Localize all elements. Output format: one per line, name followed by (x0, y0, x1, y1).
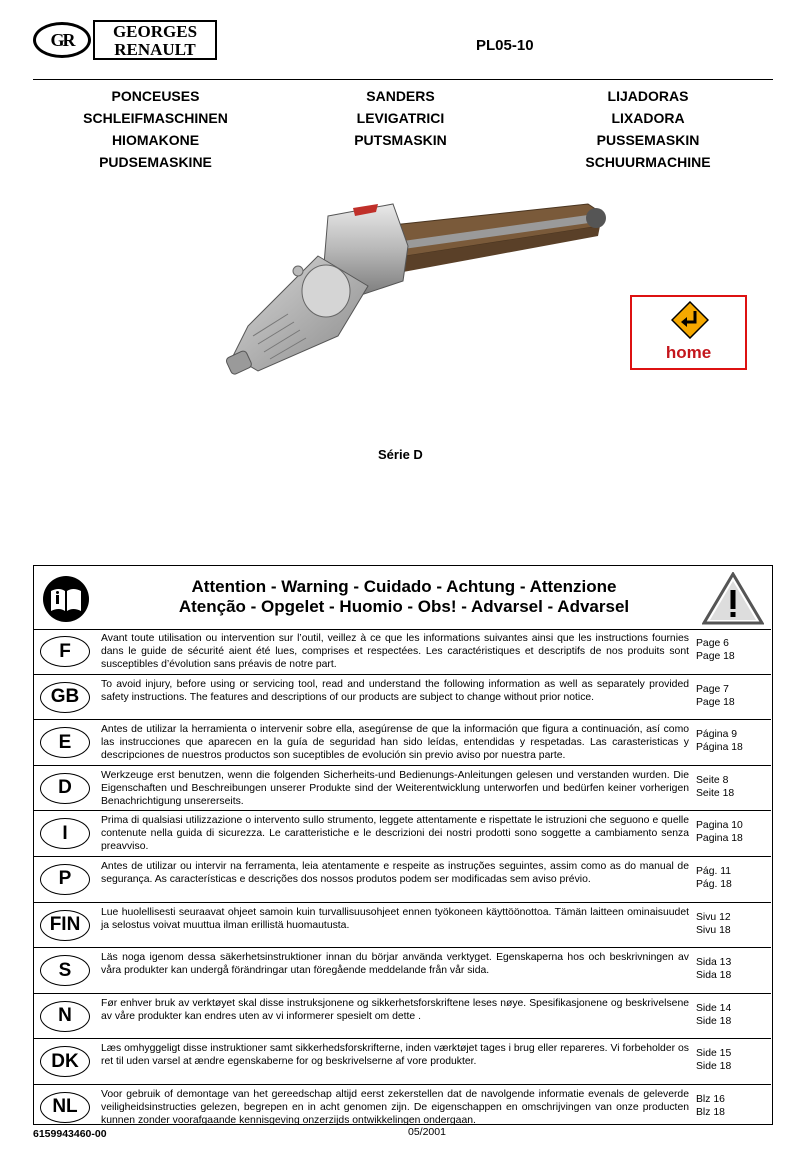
language-row-gb (34, 675, 771, 721)
title-empty (278, 154, 523, 171)
page-ref-safety: Página 18 (696, 742, 743, 754)
manual-book-icon (42, 575, 90, 623)
title-it: LEVIGATRICI (356, 110, 445, 126)
page-references (696, 819, 766, 845)
page-ref-main: Blz 16 (696, 1093, 725, 1105)
language-instructions: Før enhver bruk av verktøyet skal disse instruksjonene og sikkerhetsforskriftene leses nøye. Spesifikasjonene og beskrivelsene av våre produkter kan endres uten av vi informerer spesielt om dette . (101, 997, 689, 1022)
page-ref-main: Pág. 11 (696, 865, 732, 877)
series-label: Série D (378, 447, 423, 462)
language-instructions: Lue huolellisesti seuraavat ohjeet samoin kuin turvallisuusohjeet ennen työkoneen käyttöönottoa. Tämän laitteen ominaisuudet ja selostus voivat muuttua ilman erillistä huomautusta. (101, 906, 689, 931)
logo-line-1: GEORGES (112, 22, 198, 41)
home-link[interactable] (630, 295, 747, 370)
language-code-badge: P (40, 864, 90, 895)
document-reference: 6159943460-00 (33, 1128, 107, 1140)
page-ref-main: Page 7 (696, 683, 729, 695)
page-ref-safety: Pág. 18 (696, 878, 732, 890)
language-code-badge: FIN (40, 910, 90, 941)
language-row-dk (34, 1039, 771, 1085)
language-code-badge: NL (40, 1092, 90, 1123)
page-ref-main: Seite 8 (696, 774, 729, 786)
language-row-f (34, 629, 771, 675)
page-ref-main: Sida 13 (696, 957, 732, 969)
page-references (696, 1047, 766, 1073)
page-ref-safety: Side 18 (696, 1015, 732, 1027)
language-instructions: Avant toute utilisation ou intervention sur l’outil, veillez à ce que les informations suivantes ainsi que les instructions fournies dans le guide de sécurité aient été lues, comprises et respectées. Les caractéristiques et descriptifs de nos produits sont susceptibles d’évolution sans préavis de notre part. (101, 633, 689, 670)
page-ref-safety: Page 18 (696, 651, 735, 662)
language-code-badge: N (40, 1001, 90, 1032)
title-en: SANDERS (366, 88, 435, 104)
language-row-i (34, 811, 771, 857)
language-code-badge: F (40, 636, 90, 667)
language-row-p (34, 857, 771, 903)
logo-line-2: RENAULT (114, 40, 196, 59)
page-references (696, 1093, 766, 1119)
language-instructions: Voor gebruik of demontage van het gereedschap altijd eerst zekerstellen dat de navolgende informatie evenals de geleverde veiligheidsinstructies gelezen, begrepen en in acht genomen zijn. De eigenschappen en omschrijvingen van onze producten kunnen zonder voorafgaande kennisgeving onzerzijds ontwikkelingen ondergaan. (101, 1088, 689, 1126)
language-row-n (34, 994, 771, 1040)
model-number: PL05-10 (476, 37, 534, 54)
title-es: LIJADORAS (607, 88, 689, 104)
page-ref-main: Sivu 12 (696, 911, 731, 923)
header-divider (33, 79, 773, 80)
language-instructions: Antes de utilizar ou intervir na ferramenta, leia atentamente e respeite as instruções seguintes, assim como as do manual de segurança. As características e descrições dos nossos produtos podem ser modificadas sem aviso prévio. (101, 860, 689, 885)
page-references (696, 1002, 766, 1028)
page-references (696, 865, 766, 891)
language-code-badge: I (40, 818, 90, 849)
language-row-fin (34, 903, 771, 949)
page-references (696, 637, 766, 663)
product-titles (33, 88, 773, 171)
page-ref-main: Side 14 (696, 1002, 732, 1014)
language-row-d (34, 766, 771, 812)
language-code-badge: DK (40, 1046, 90, 1077)
language-row-nl (34, 1085, 771, 1131)
warning-title-line1: Attention - Warning - Cuidado - Achtung - Attenzione (191, 577, 617, 596)
warning-header (34, 566, 771, 630)
page-ref-safety: Page 18 (696, 696, 735, 708)
title-dk: PUDSEMASKINE (99, 154, 212, 170)
page-ref-safety: Side 18 (696, 1061, 732, 1073)
language-row-e (34, 720, 771, 766)
language-instructions: Läs noga igenom dessa säkerhetsinstruktioner innan du börjar använda verktyget. Egenskaperna hos och beskrivningen av våra produkter kan undergå förändringar utan föregående meddelande från vår sida. (101, 952, 689, 977)
language-rows (34, 629, 771, 1131)
page-ref-safety: Sivu 18 (696, 924, 731, 936)
title-fi: HIOMAKONE (111, 132, 200, 148)
page-ref-main: Page 6 (696, 638, 729, 649)
logo-monogram: GR (33, 22, 91, 58)
belt-sander-image (218, 186, 608, 381)
logo-wordmark (93, 20, 217, 60)
page-ref-safety: Blz 18 (696, 1106, 725, 1118)
language-code-badge: S (40, 955, 90, 986)
title-fr: PONCEUSES (111, 88, 200, 104)
page-ref-main: Página 9 (696, 729, 738, 741)
home-label: home (665, 343, 712, 362)
page-references (696, 774, 766, 800)
language-code-badge: D (40, 773, 90, 804)
language-row-s (34, 948, 771, 994)
page-references (696, 956, 766, 982)
language-instructions: Antes de utilizar la herramienta o intervenir sobre ella, asegúrense de que la información que figura a continuación, así como las instrucciones que aparecen en la guía de seguridad han sido leídas, entendidas y respetadas. Las carasteristicas y descripciones de nuestros productos son suceptibles de evolución sin previo aviso por nuestra parte. (101, 724, 689, 762)
page-references (696, 911, 766, 937)
page-ref-main: Side 15 (696, 1048, 732, 1060)
title-sv: PUTSMASKIN (354, 132, 447, 148)
document-date: 05/2001 (408, 1126, 446, 1138)
warning-table (33, 565, 773, 1125)
page-references (696, 683, 766, 709)
title-no: PUSSEMASKIN (596, 132, 700, 148)
title-de: SCHLEIFMASCHINEN (83, 110, 228, 126)
warning-title (104, 577, 704, 617)
page-references (696, 728, 766, 754)
warning-title-line2: Atenção - Opgelet - Huomio - Obs! - Advarsel - Advarsel (178, 597, 630, 616)
language-instructions: Læs omhyggeligt disse instruktioner samt sikkerhedsforskrifterne, inden værktøjet tages i brug eller repareres. Vi forbeholder os ret til uden varsel at ændre egenskaberne for og beskrivelserne af vore produkter. (101, 1043, 689, 1068)
language-code-badge: E (40, 727, 90, 758)
brand-logo (33, 20, 219, 62)
home-arrow-icon (671, 301, 709, 339)
language-instructions: Prima di qualsiasi utilizzazione o intervento sullo strumento, leggete attentamente e rispettate le istruzioni che seguono e quelle contenute nella guida di sicurezza. Le caratteristiche e le descrizioni dei nostri prodotti sono soggette a cambiamento senza preavviso. (101, 815, 689, 853)
warning-triangle-icon (702, 572, 764, 626)
language-code-badge: GB (40, 682, 90, 713)
page-ref-safety: Seite 18 (696, 787, 735, 799)
page-ref-main: Pagina 10 (696, 820, 743, 832)
page-ref-safety: Sida 18 (696, 970, 732, 982)
page-ref-safety: Pagina 18 (696, 833, 743, 845)
title-nl: SCHUURMACHINE (585, 154, 711, 170)
title-pt: LIXADORA (611, 110, 685, 126)
language-instructions: To avoid injury, before using or servicing tool, read and understand the following information as well as separately provided safety instructions. The features and descriptions of our products are subject to change without prior notice. (101, 678, 689, 703)
language-instructions: Werkzeuge erst benutzen, wenn die folgenden Sicherheits-und Bedienungs-Anleitungen gelesen und verstanden wurden. Die Eigenschaften und Beschreibungen unserer Produkte sind der Weiterentwicklung unterworfen und bedürfen keiner vorherigen Benachrichtigung unsererseits. (101, 769, 689, 807)
